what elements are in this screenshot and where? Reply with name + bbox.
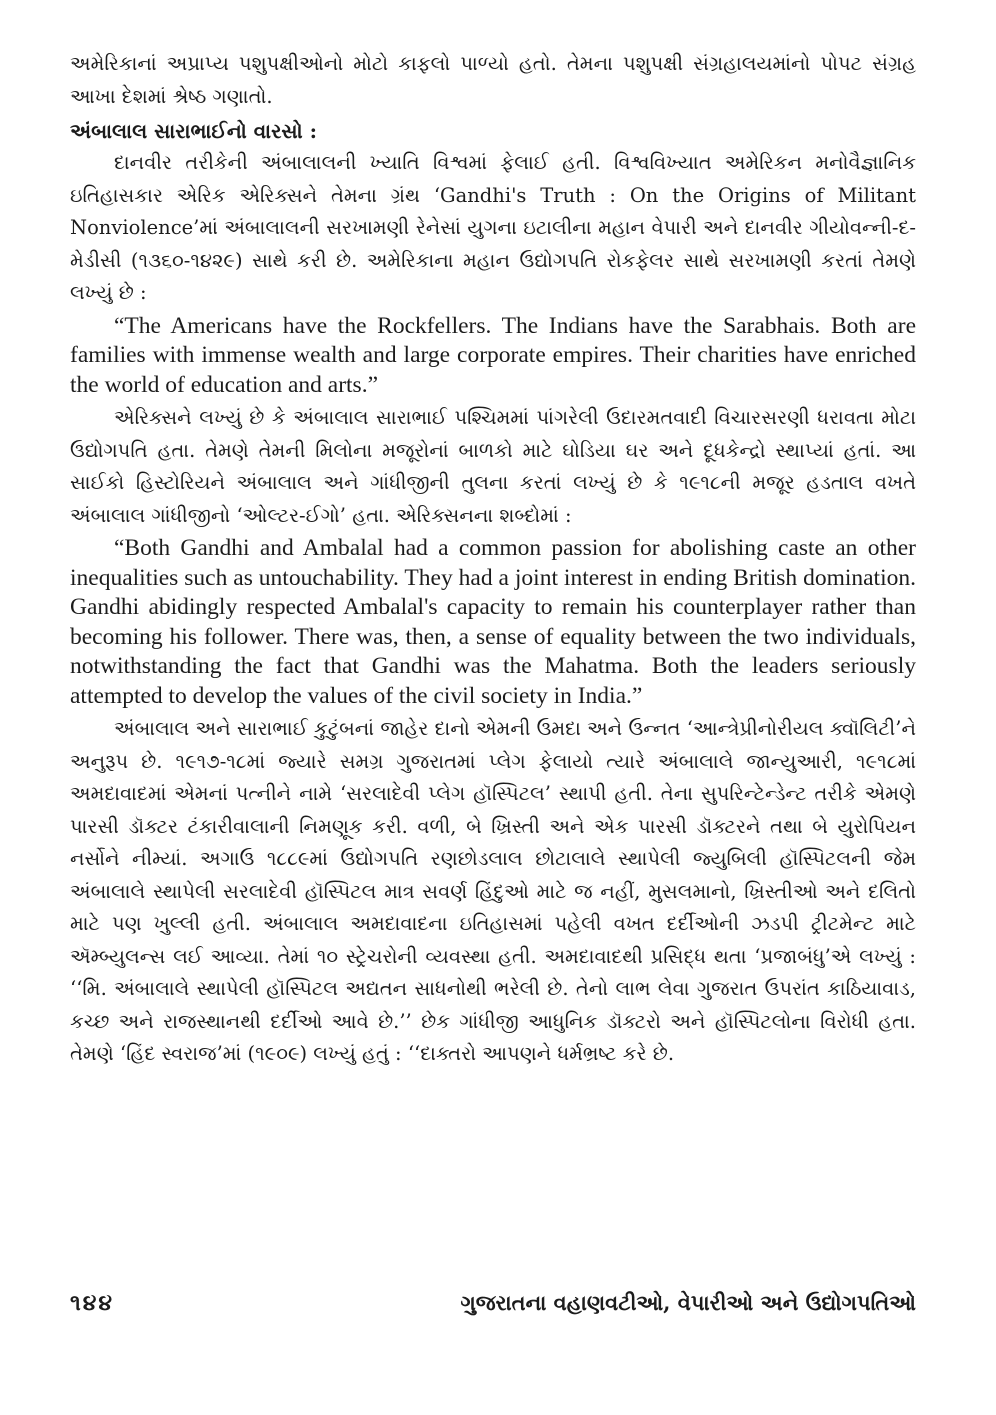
page-number: ૧૪૪ <box>70 1290 115 1316</box>
section-heading: અંબાલાલ સારાભાઈનો વારસો : <box>70 119 317 143</box>
paragraph-erikson-comparison: દાનવીર તરીકેની અંબાલાલની ખ્યાતિ વિશ્વમાં ફેલાઈ હતી. વિશ્વવિખ્યાત અમેરિકન મનોવૈજ્ઞાનિક ઇતિહાસકાર એરિક એરિક્સને તેમના ગ્રંથ ‘Gandhi's Truth : On the Origins of Militant Nonviolence’માં અંબાલાલની સરખામણી રેનેસાં યુગના ઇટાલીના મહાન વેપારી અને દાનવીર ગીયોવન્ની-દ-મેડીસી (૧૩૬૦-૧૪૨૯) સાથે કરી છે. અમેરિકાના મહાન ઉદ્યોગપતિ રોકફેલર સાથે સરખામણી કરતાં તેમણે લખ્યું છે : <box>70 151 916 304</box>
page-footer <box>70 1290 916 1316</box>
quote-gandhi-ambalal: “Both Gandhi and Ambalal had a common passion for abolishing caste an other inequalities such as untouchability. They had a joint interest in ending British domination. Gandhi abidingly respected Ambalal's capacity to remain his counterplayer rather than becoming his follower. There was, then, a sense of equality between the two individuals, notwithstanding the fact that Gandhi was the Mahatma. Both the leaders seriously attempted to develop the values of the civil society in India.” <box>70 535 916 709</box>
running-title: ગુજરાતના વહાણવટીઓ, વેપારીઓ અને ઉદ્યોગપતિઓ <box>460 1290 916 1315</box>
paragraph-hospital: અંબાલાલ અને સારાભાઈ કુટુંબનાં જાહેર દાનો એમની ઉમદા અને ઉન્નત ‘આન્ત્રેપ્રીનોરીયલ ક્વૉલિટી’ને અનુરૂપ છે. ૧૯૧૭-૧૮માં જ્યારે સમગ્ર ગુજરાતમાં પ્લેગ ફેલાયો ત્યારે અંબાલાલે જાન્યુઆરી, ૧૯૧૮માં અમદાવાદમાં એમનાં પત્નીને નામે ‘સરલાદેવી પ્લેગ હૉસ્પિટલ’ સ્થાપી હતી. તેના સુપરિન્ટેન્ડેન્ટ તરીકે એમણે પારસી ડૉક્ટર ટંકારીવાલાની નિમણૂક કરી. વળી, બે ખ્રિસ્તી અને એક પારસી ડૉક્ટરને તથા બે યુરોપિયન નર્સોને નીમ્યાં. અગાઉ ૧૮૮૯માં ઉદ્યોગપતિ રણછોડલાલ છોટાલાલે સ્થાપેલી જ્યુબિલી હૉસ્પિટલની જેમ અંબાલાલે સ્થાપેલી સરલાદેવી હૉસ્પિટલ માત્ર સવર્ણ હિંદુઓ માટે જ નહીં, મુસલમાનો, ખ્રિસ્તીઓ અને દલિતો માટે પણ ખુલ્લી હતી. અંબાલાલ અમદાવાદના ઇતિહાસમાં પહેલી વખત દર્દીઓની ઝડપી ટ્રીટમેન્ટ માટે ઍમ્બ્યુલન્સ લઈ આવ્યા. તેમાં ૧૦ સ્ટ્રેચરોની વ્યવસ્થા હતી. અમદાવાદથી પ્રસિદ્ધ થતા ‘પ્રજાબંધુ’એ લખ્યું : ‘‘મિ. અંબાલાલે સ્થાપેલી હૉસ્પિટલ અદ્યતન સાધનોથી ભરેલી છે. તેનો લાભ લેવા ગુજરાત ઉપરાંત કાઠિયાવાડ, કચ્છ અને રાજસ્થાનથી દર્દીઓ આવે છે.’’ છેક ગાંધીજી આધુનિક ડૉક્ટરો અને હૉસ્પિટલોના વિરોધી હતા. તેમણે ‘હિંદ સ્વરાજ’માં (૧૯૦૯) લખ્યું હતું : ‘‘દાક્તરો આપણને ધર્મભ્રષ્ટ કરે છે. <box>70 717 916 1065</box>
page-body <box>70 48 916 1071</box>
quote-rockfellers: “The Americans have the Rockfellers. The Indians have the Sarabhais. Both are families with immense wealth and large corporate empires. Their charities have enriched the world of education and arts.” <box>70 312 916 398</box>
paragraph-parrots: અમેરિકાનાં અપ્રાપ્ય પશુપક્ષીઓનો મોટો કાફલો પાળ્યો હતો. તેમના પશુપક્ષી સંગ્રહાલયમાંનો પોપટ સંગ્રહ આખા દેશમાં શ્રેષ્ઠ ગણાતો. <box>70 52 916 108</box>
paragraph-alter-ego: એરિક્સને લખ્યું છે કે અંબાલાલ સારાભાઈ પશ્ચિમમાં પાંગરેલી ઉદારમતવાદી વિચારસરણી ધરાવતા મોટા ઉદ્યોગપતિ હતા. તેમણે તેમની મિલોના મજૂરોનાં બાળકો માટે ઘોડિયા ઘર અને દૂધકેન્દ્રો સ્થાપ્યાં હતાં. આ સાઈકો હિસ્ટોરિયને અંબાલાલ અને ગાંધીજીની તુલના કરતાં લખ્યું છે કે ૧૯૧૮ની મજૂર હડતાલ વખતે અંબાલાલ ગાંધીજીનો ‘ઓલ્ટર-ઈગો’ હતા. એરિક્સનના શબ્દોમાં : <box>70 406 916 527</box>
